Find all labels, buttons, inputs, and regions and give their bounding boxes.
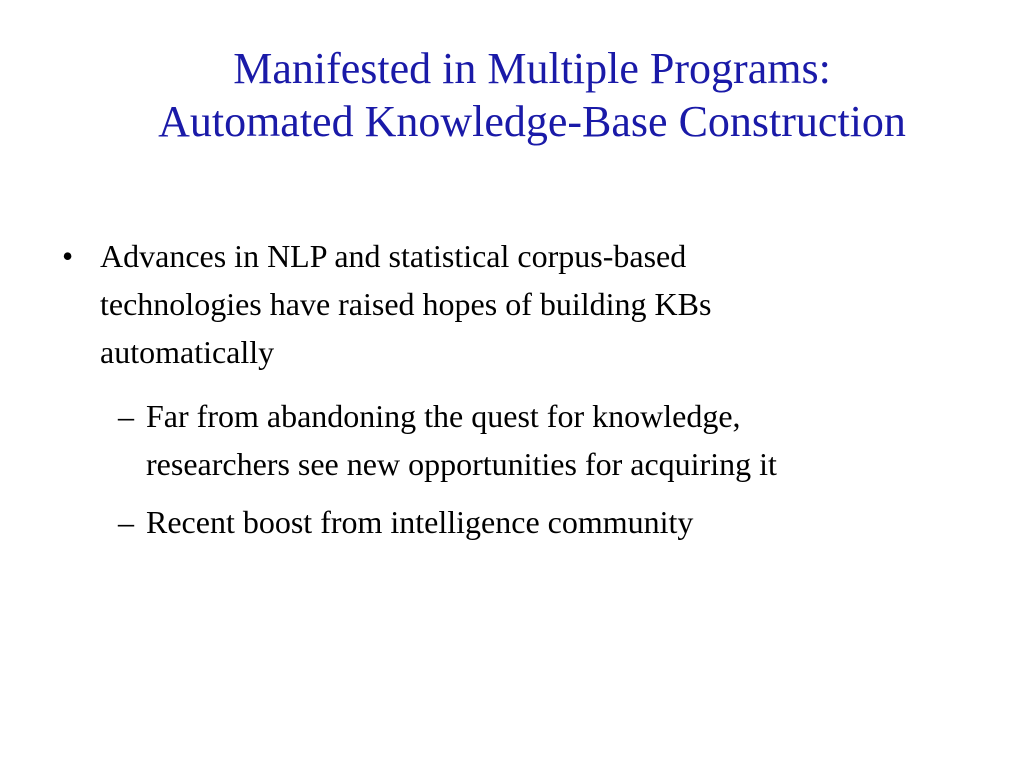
bullet-line-3: automatically: [100, 334, 275, 370]
title-line-2: Automated Knowledge-Base Construction: [158, 97, 906, 146]
sub-bullet-item: [62, 392, 982, 488]
sub-bullet-line: researchers see new opportunities for acquiring it: [146, 446, 777, 482]
sub-bullet-marker: –: [118, 398, 134, 434]
sub-bullet-line: Far from abandoning the quest for knowledge,: [146, 398, 741, 434]
sub-bullet-marker: –: [118, 504, 134, 540]
bullet-item: [62, 232, 982, 376]
slide-title: [60, 42, 1004, 148]
slide-body: [62, 232, 982, 556]
sub-bullet-item: [62, 498, 982, 546]
bullet-marker: •: [62, 238, 74, 274]
sub-bullet-list: [62, 392, 982, 546]
title-line-1: Manifested in Multiple Programs:: [233, 44, 831, 93]
bullet-line-1: Advances in NLP and statistical corpus-based: [100, 238, 687, 274]
sub-bullet-line: Recent boost from intelligence community: [146, 504, 694, 540]
bullet-line-2: technologies have raised hopes of building KBs: [100, 286, 712, 322]
